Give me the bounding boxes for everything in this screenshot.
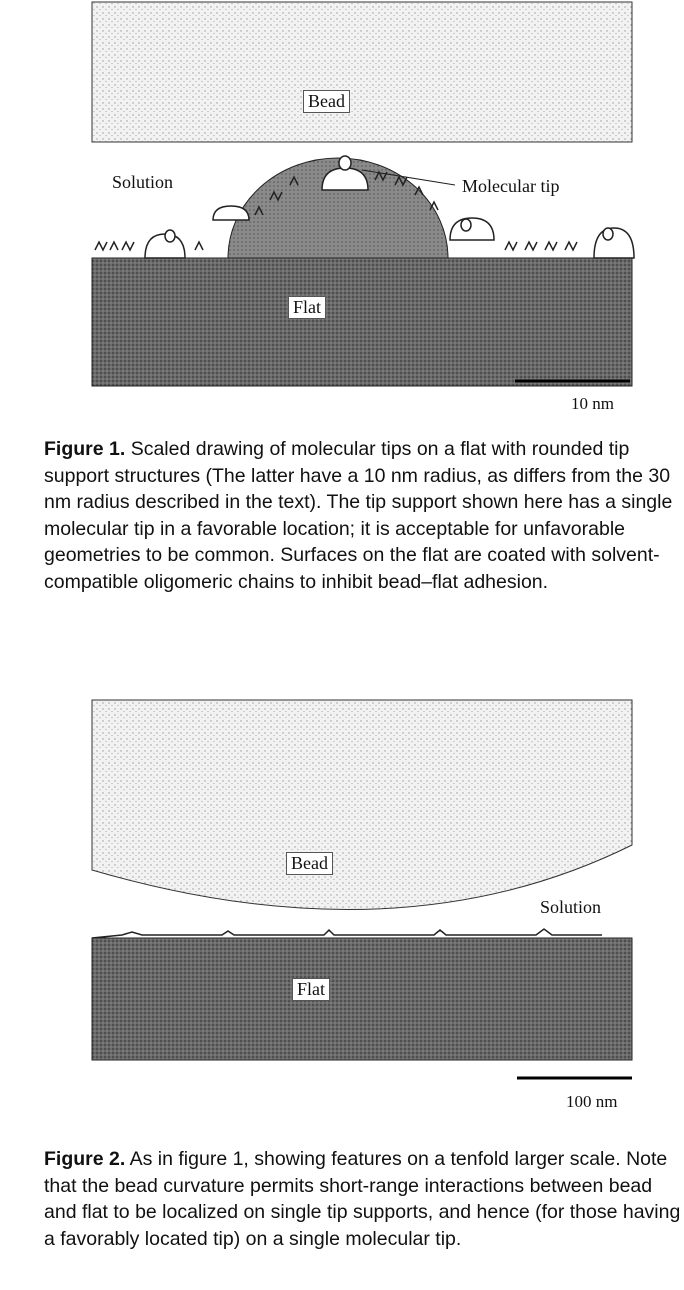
- caption-text: As in figure 1, showing features on a tenfold larger scale. Note that the bead curvature permits short-range interactions between bead and flat to be localized on single tip supports, and hence (for those having a favorably located tip) on a single molecular tip.: [44, 1148, 681, 1250]
- solution-label: Solution: [540, 897, 602, 917]
- bead-label: Bead: [303, 90, 350, 113]
- figure2-drawing: [92, 700, 632, 1078]
- bead-label: Bead: [286, 852, 333, 875]
- molecular-tip-label: Molecular tip: [462, 176, 560, 196]
- flat-block: [92, 938, 632, 1060]
- solution-label: Solution: [112, 172, 174, 192]
- bead-shape: [92, 700, 632, 910]
- figure1-caption: [44, 436, 684, 595]
- scale-label-2: 100 nm: [566, 1092, 618, 1111]
- flat-block: [92, 258, 632, 386]
- caption-label: Figure 2.: [44, 1148, 126, 1170]
- bead-block: [92, 2, 632, 142]
- flat-label: Flat: [292, 978, 330, 1001]
- surface-features: [92, 929, 602, 938]
- caption-text: Scaled drawing of molecular tips on a flat with rounded tip support structures (The latter have a 10 nm radius, as differs from the 30 nm radius described in the text). The tip support shown here has a single molecular tip in a favorable location; it is acceptable for unfavorable geometries to be common. Surfaces on the flat are coated with solvent-compatible oligomeric chains to inhibit bead–flat adhesion.: [44, 438, 673, 593]
- scale-label-1: 10 nm: [571, 394, 614, 413]
- figure2-caption: [44, 1146, 684, 1252]
- caption-label: Figure 1.: [44, 438, 126, 460]
- flat-label: Flat: [288, 296, 326, 319]
